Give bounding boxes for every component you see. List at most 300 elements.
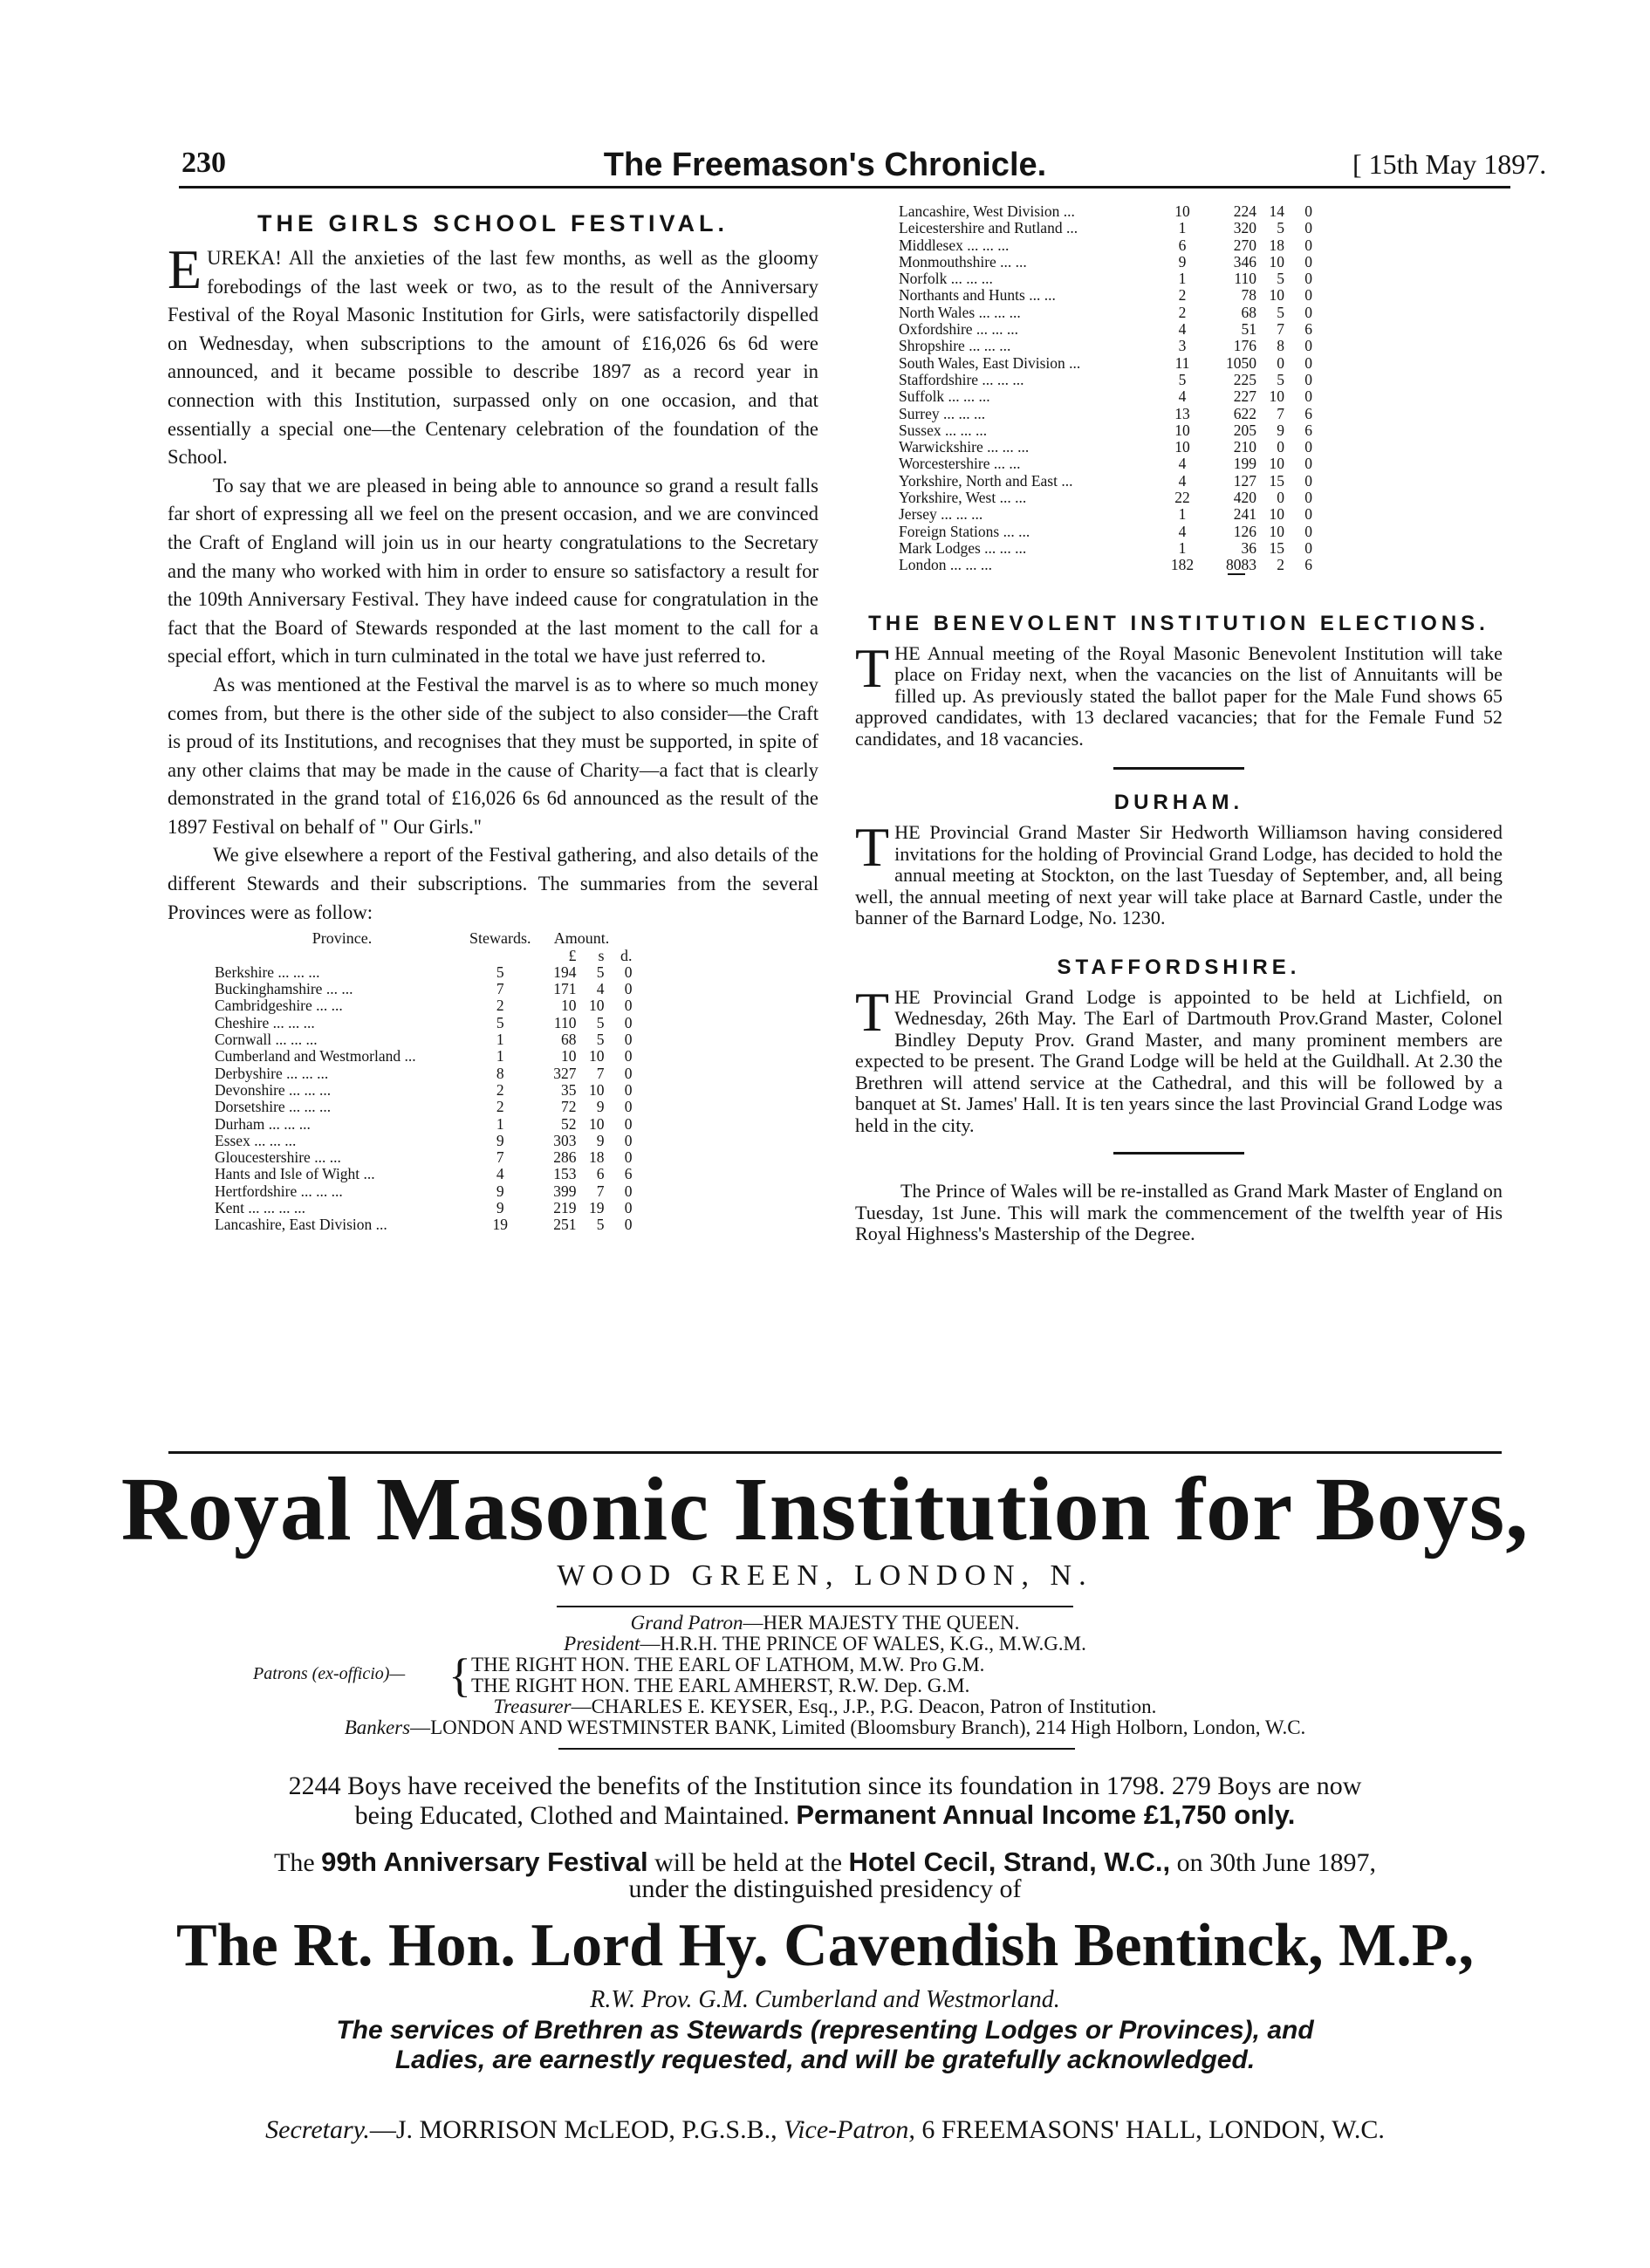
table-row (215, 997, 633, 1014)
amount-pounds: 10 (561, 997, 577, 1015)
amount-pounds: 1050 (1226, 353, 1256, 372)
amount-shillings: 0 (1277, 353, 1284, 372)
stewards-count: 4 (1178, 455, 1187, 473)
province-name: Jersey ... ... ... (899, 505, 983, 524)
amount-shillings: 10 (1269, 505, 1284, 524)
bankers-line (0, 1717, 1650, 1739)
amount-pounds: 320 (1233, 219, 1256, 237)
amount-pounds: 286 (553, 1148, 577, 1167)
table-row (899, 490, 1312, 506)
amount-shillings: 8 (1277, 337, 1284, 355)
income-line (0, 1799, 1650, 1831)
amount-pence: 0 (1304, 387, 1312, 406)
grand-patron-line (0, 1613, 1650, 1634)
amount-pence: 0 (1304, 219, 1312, 237)
amount-shillings: 5 (1277, 303, 1284, 321)
amount-header: Amount. (553, 929, 610, 948)
patrons-label (253, 1663, 405, 1685)
stewards-header: Stewards. (469, 929, 531, 948)
treasurer-label: Treasurer (493, 1696, 572, 1717)
province-name: Derbyshire ... ... ... (215, 1064, 329, 1082)
table-row (899, 203, 1312, 220)
province-name: South Wales, East Division ... (899, 353, 1081, 372)
patrons-label-text: Patrons (ex-officio)— (253, 1664, 406, 1683)
pounds-header: £ (568, 946, 577, 964)
amount-shillings: 10 (1269, 252, 1284, 271)
amount-shillings: 5 (596, 1013, 605, 1031)
advert-rule (558, 1748, 1075, 1750)
amount-pounds: 327 (553, 1064, 577, 1082)
amount-pence: 0 (624, 997, 633, 1015)
amount-shillings: 15 (1269, 471, 1284, 490)
secretary-label: Secretary. (265, 2115, 370, 2144)
amount-pounds: 68 (1241, 303, 1256, 321)
amount-pounds: 36 (1241, 538, 1256, 557)
amount-pounds: 171 (553, 980, 577, 998)
amount-pence: 0 (1304, 337, 1312, 355)
drop-cap: T (855, 980, 890, 1043)
amount-pence: 0 (1304, 202, 1312, 220)
amount-shillings: 5 (1277, 370, 1284, 388)
chairman-name: The Rt. Hon. Lord Hy. Cavendish Bentinck, M.P., (175, 1912, 1475, 1979)
amount-shillings: 5 (1277, 270, 1284, 288)
amount-shillings: 18 (1269, 236, 1284, 254)
amount-shillings: 9 (1277, 421, 1284, 439)
table-row (899, 506, 1312, 523)
amount-pounds: 224 (1233, 202, 1256, 220)
amount-pence: 0 (624, 1148, 633, 1167)
amount-shillings: 2 (1277, 556, 1284, 574)
presidency-line: under the distinguished presidency of (628, 1874, 1022, 1903)
amount-pence: 0 (624, 1098, 633, 1116)
stewards-count: 19 (492, 1216, 508, 1234)
amount-pence: 6 (1304, 421, 1312, 439)
amount-pence: 0 (624, 1199, 633, 1216)
table-row (899, 271, 1312, 287)
amount-shillings: 6 (596, 1165, 605, 1183)
amount-pounds: 420 (1233, 489, 1256, 507)
para-1-text: UREKA! All the anxieties of the last few months, as well as the gloomy forebodings of the last week or two, as to the result of the Anniversary Festival of the Royal Masonic Institution for Girls, were satisfactorily dispelled on Wednesday, when subscriptions to the amount of £16,026 6s 6d were announced, and it became possible to describe 1897 as a record year in connection with this Institution, surpassed only on one occasion, and that essentially a special one—the Centenary celebration of the foundation of the School. (168, 247, 818, 469)
amount-pounds: 153 (553, 1165, 577, 1183)
stewards-count: 1 (496, 1031, 504, 1049)
stewards-count: 7 (496, 1148, 504, 1167)
girls-festival-para-3: As was mentioned at the Festival the marvel is as to where so much money comes from, but there is the other side of the subject to also consider—the Craft is proud of its Institutions, and recognises that they must be supported, in spite of any other claims that may be made in the cause of Charity—a fact that is clearly demonstrated in the grand total of £16,026 6s 6d announced as the result of the 1897 Festival on behalf of " Our Girls." (168, 673, 818, 838)
amount-pounds: 10 (561, 1047, 577, 1065)
stewards-count: 13 (1174, 404, 1190, 422)
province-name: Buckinghamshire ... ... (215, 980, 353, 998)
staffordshire-text (855, 980, 1503, 1137)
province-name: Cornwall ... ... ... (215, 1031, 318, 1049)
table-row (215, 1116, 633, 1133)
stewards-count: 2 (1178, 303, 1187, 321)
province-name: Leicestershire and Rutland ... (899, 219, 1078, 237)
table-row (215, 1099, 633, 1115)
stewards-count: 1 (496, 1047, 504, 1065)
table-row (899, 338, 1312, 354)
amount-shillings: 10 (589, 997, 605, 1015)
amount-shillings: 7 (1277, 404, 1284, 422)
table-row (899, 355, 1312, 372)
table-row (215, 1149, 633, 1166)
stewards-count: 2 (496, 1080, 504, 1099)
province-name: Surrey ... ... ... (899, 404, 986, 422)
annual-income-text: Permanent Annual Income £1,750 only. (796, 1799, 1296, 1830)
amount-pence: 0 (1304, 303, 1312, 321)
table-row (899, 388, 1312, 405)
masthead-title: The Freemason's Chronicle. (603, 147, 1047, 183)
stewards-count: 22 (1174, 489, 1190, 507)
amount-pence: 0 (1304, 353, 1312, 372)
stewards-count: 8 (496, 1064, 504, 1082)
stewards-count: 2 (1178, 286, 1187, 305)
amount-pounds: 110 (1234, 270, 1256, 288)
stewards-count: 1 (496, 1114, 504, 1133)
advert-rule (557, 1606, 1073, 1607)
stewards-count: 6 (1178, 236, 1187, 254)
province-name: Shropshire ... ... ... (899, 337, 1011, 355)
table-row (215, 1065, 633, 1082)
pence-header: d. (620, 946, 633, 964)
stewards-count: 9 (496, 1131, 504, 1149)
president-line (0, 1634, 1650, 1655)
stewards-count: 1 (1178, 538, 1187, 557)
prince-of-wales-note: The Prince of Wales will be re-installed as Grand Mark Master of England on Tuesday, 1st June. This will mark the commencement of the twelfth year of His Royal Highness's Mastership of the Degree. (855, 1180, 1503, 1245)
stewards-count: 5 (496, 963, 504, 981)
table-row (899, 557, 1312, 573)
stewards-count: 1 (1178, 505, 1187, 524)
table-row (215, 1133, 633, 1149)
chairman-title: R.W. Prov. G.M. Cumberland and Westmorland. (590, 1986, 1060, 2013)
amount-pence: 0 (624, 1064, 633, 1082)
province-name: Warwickshire ... ... ... (899, 438, 1030, 456)
amount-shillings: 15 (1269, 538, 1284, 557)
stewards-count: 2 (496, 1098, 504, 1116)
bankers-value: —LONDON AND WESTMINSTER BANK, Limited (Bloomsbury Branch), 214 High Holborn, London, W.C. (410, 1716, 1306, 1738)
stewards-count: 5 (496, 1013, 504, 1031)
amount-pence: 0 (1304, 471, 1312, 490)
amount-pounds: 8083 (1226, 556, 1256, 574)
stewards-count: 3 (1178, 337, 1187, 355)
table-row (215, 1082, 633, 1099)
province-name: Gloucestershire ... ... (215, 1148, 341, 1167)
stewards-count: 10 (1174, 202, 1190, 220)
treasurer-line (0, 1696, 1650, 1718)
province-name: Berkshire ... ... ... (215, 963, 320, 981)
amount-shillings: 10 (589, 1080, 605, 1099)
festival-the: The (274, 1848, 315, 1877)
patrons-line-1: THE RIGHT HON. THE EARL OF LATHOM, M.W. Pro G.M. (471, 1654, 985, 1675)
province-name: Devonshire ... ... ... (215, 1080, 332, 1099)
appeal-line-1: The services of Brethren as Stewards (representing Lodges or Provinces), and (336, 2016, 1314, 2045)
festival-name: 99th Anniversary Festival (321, 1847, 648, 1877)
province-name: Cheshire ... ... ... (215, 1013, 315, 1031)
province-name: Cumberland and Westmorland ... (215, 1047, 416, 1065)
province-name: Cambridgeshire ... ... (215, 997, 343, 1015)
drop-cap: T (855, 816, 890, 879)
advert-top-rule (168, 1451, 1502, 1454)
amount-pounds: 303 (553, 1131, 577, 1149)
amount-pounds: 126 (1233, 522, 1256, 540)
amount-pounds: 199 (1233, 455, 1256, 473)
province-name: Oxfordshire ... ... ... (899, 320, 1019, 339)
province-name: Sussex ... ... ... (899, 421, 988, 439)
amount-pence: 0 (1304, 455, 1312, 473)
right-rows (899, 203, 1312, 574)
stewards-count: 2 (496, 997, 504, 1015)
table-row (215, 1200, 633, 1216)
table-row (899, 287, 1312, 304)
festival-venue: Hotel Cecil, Strand, W.C., (848, 1847, 1171, 1877)
table-row (899, 422, 1312, 439)
president-value: —H.R.H. THE PRINCE OF WALES, K.G., M.W.G.M. (640, 1633, 1086, 1655)
patrons-brace: { (448, 1649, 471, 1702)
separator-rule (1113, 1152, 1244, 1155)
amount-shillings: 0 (1277, 489, 1284, 507)
amount-pounds: 270 (1233, 236, 1256, 254)
amount-pence: 0 (1304, 286, 1312, 305)
table-row (899, 254, 1312, 271)
left-column (168, 207, 818, 1234)
amount-pounds: 622 (1233, 404, 1256, 422)
stewards-count: 4 (1178, 471, 1187, 490)
table-row (215, 1031, 633, 1048)
amount-pounds: 251 (553, 1216, 577, 1234)
festival-line (0, 1847, 1650, 1878)
durham-text (855, 816, 1503, 929)
treasurer-value: —CHARLES E. KEYSER, Esq., J.P., P.G. Deacon, Patron of Institution. (571, 1696, 1157, 1717)
staffordshire-heading: STAFFORDSHIRE. (1057, 955, 1301, 979)
province-name: Suffolk ... ... ... (899, 387, 990, 406)
amount-shillings: 10 (1269, 522, 1284, 540)
province-name: London ... ... ... (899, 556, 992, 574)
amount-shillings: 5 (596, 1031, 605, 1049)
amount-pence: 0 (1304, 489, 1312, 507)
table-row (899, 305, 1312, 321)
amount-shillings: 19 (589, 1199, 605, 1216)
advert-title: Royal Masonic Institution for Boys, (120, 1459, 1530, 1559)
amount-pence: 0 (1304, 370, 1312, 388)
amount-pence: 0 (624, 1216, 633, 1234)
festival-date: on 30th June 1897, (1176, 1848, 1376, 1877)
table-row (899, 237, 1312, 254)
grand-patron-value: —HER MAJESTY THE QUEEN. (743, 1612, 1020, 1634)
drop-cap: E (168, 238, 202, 300)
stewards-count: 10 (1174, 438, 1190, 456)
benevolent-body: HE Annual meeting of the Royal Masonic Benevolent Institution will take place on Friday next, when the vacancies on the list of Annuitants will be filled up. As previously stated the ballot paper for the Male Fund shows 65 approved candidates, with 13 declared vacancies; that for the Female Fund 52 candidates, and 18 vacancies. (855, 641, 1503, 750)
province-name: Mark Lodges ... ... ... (899, 538, 1027, 557)
patrons-line-2: THE RIGHT HON. THE EARL AMHERST, R.W. Dep. G.M. (471, 1675, 970, 1696)
stewards-count: 10 (1174, 421, 1190, 439)
province-name: Essex ... ... ... (215, 1131, 297, 1149)
amount-shillings: 5 (1277, 219, 1284, 237)
educated-text: being Educated, Clothed and Maintained. (354, 1801, 790, 1830)
amount-pence: 0 (1304, 505, 1312, 524)
girls-festival-para-4: We give elsewhere a report of the Festival gathering, and also details of the different Stewards and their subscriptions. The summaries from the several Provinces were as follow: (168, 844, 818, 923)
province-name: Lancashire, East Division ... (215, 1216, 387, 1234)
secretary-address: 6 FREEMASONS' HALL, LONDON, W.C. (914, 2115, 1385, 2144)
amount-pence: 0 (1304, 270, 1312, 288)
drop-cap: T (855, 636, 890, 699)
stewards-count: 1 (1178, 270, 1187, 288)
bankers-label: Bankers (344, 1716, 411, 1738)
province-name: Hertfordshire ... ... ... (215, 1182, 343, 1200)
stewards-count: 9 (1178, 252, 1187, 271)
amount-pence: 0 (1304, 522, 1312, 540)
province-name: Norfolk ... ... ... (899, 270, 993, 288)
amount-pence: 0 (1304, 252, 1312, 271)
amount-pounds: 210 (1233, 438, 1256, 456)
stewards-count: 11 (1174, 353, 1190, 372)
province-name: Foreign Stations ... ... (899, 522, 1030, 540)
amount-pounds: 68 (561, 1031, 577, 1049)
appeal-line-2: Ladies, are earnestly requested, and will be gratefully acknowledged. (394, 2045, 1256, 2074)
issue-date: [ 15th May 1897. (1352, 148, 1547, 180)
province-name: Lancashire, West Division ... (899, 202, 1075, 220)
amount-pounds: 52 (561, 1114, 577, 1133)
amount-pounds: 127 (1233, 471, 1256, 490)
province-name: Kent ... ... ... ... (215, 1199, 306, 1216)
amount-shillings: 0 (1277, 438, 1284, 456)
amount-pounds: 241 (1233, 505, 1256, 524)
table-row (215, 981, 633, 997)
amount-pounds: 227 (1233, 387, 1256, 406)
president-label: President (564, 1633, 640, 1655)
table-row (899, 540, 1312, 557)
amount-pounds: 51 (1241, 320, 1256, 339)
table-row (899, 439, 1312, 456)
amount-pence: 6 (1304, 320, 1312, 339)
amount-pence: 0 (1304, 538, 1312, 557)
table-row (899, 321, 1312, 338)
province-name: Yorkshire, West ... ... (899, 489, 1027, 507)
amount-pence: 0 (624, 980, 633, 998)
right-column (855, 202, 1503, 1245)
staffordshire-body: HE Provincial Grand Lodge is appointed to be held at Lichfield, on Wednesday, 26th May. The Earl of Dartmouth Prov.Grand Master, Colonel Bindley Deputy Prov. Grand Master, and many prominent members are expected to be present. The Grand Lodge will be held at the Guildhall. At 2.30 the Brethren will attend service at the Cathedral, and this will be followed by a banquet at St. James' Hall. It is ten years since the last Provincial Grand Lodge was held in the city. (855, 985, 1503, 1136)
amount-pounds: 346 (1233, 252, 1256, 271)
durham-heading: DURHAM. (1113, 791, 1244, 815)
boys-statistics-line: 2244 Boys have received the benefits of the Institution since its foundation in 1798. 279 Boys are now (288, 1771, 1362, 1800)
benevolent-heading: THE BENEVOLENT INSTITUTION ELECTIONS. (868, 611, 1489, 635)
durham-body: HE Provincial Grand Master Sir Hedworth Williamson having considered invitations for the holding of Provincial Grand Lodge, has decided to hold the annual meeting at Stockton, on the last Tuesday of September, and, all being well, the annual meeting of next year will take place at Barnard Castle, under the banner of the Barnard Lodge, No. 1230. (855, 821, 1503, 929)
stewards-count: 4 (1178, 522, 1187, 540)
province-header: Province. (312, 929, 373, 948)
stewards-count: 7 (496, 980, 504, 998)
amount-shillings: 10 (589, 1114, 605, 1133)
festival-held: will be held at the (654, 1848, 843, 1877)
amount-shillings: 18 (589, 1148, 605, 1167)
amount-pence: 0 (1304, 438, 1312, 456)
girls-festival-heading: THE GIRLS SCHOOL FESTIVAL. (257, 210, 729, 236)
girls-festival-para-2: To say that we are pleased in being able to announce so grand a result falls far short of expressing all we feel on the present occasion, and we are convinced the Craft of England will join us in our hearty congratulations to the Secretary and the many who worked with him in order to ensure so satisfactory a result for the 109th Anniversary Festival. They have indeed cause for congratulation in the fact that the Board of Stewards responded at the last moment to the call for a special effort, which in turn culminated in the total we have just referred to. (168, 474, 818, 668)
amount-pounds: 72 (561, 1098, 577, 1116)
amount-pence: 6 (624, 1165, 633, 1183)
amount-pence: 6 (1304, 404, 1312, 422)
amount-pence: 0 (624, 1047, 633, 1065)
province-name: Northants and Hunts ... ... (899, 286, 1056, 305)
table-row (899, 473, 1312, 490)
left-rows (215, 964, 633, 1234)
amount-shillings: 10 (1269, 387, 1284, 406)
province-name: Staffordshire ... ... ... (899, 370, 1024, 388)
table-row (215, 1015, 633, 1031)
table-row (899, 220, 1312, 236)
province-name: Middlesex ... ... ... (899, 236, 1010, 254)
amount-pounds: 399 (553, 1182, 577, 1200)
table-row (215, 964, 633, 981)
amount-pounds: 110 (553, 1013, 577, 1031)
amount-shillings: 9 (596, 1131, 605, 1149)
stewards-count: 9 (496, 1182, 504, 1200)
stewards-count: 9 (496, 1199, 504, 1216)
amount-pounds: 176 (1233, 337, 1256, 355)
amount-pounds: 205 (1233, 421, 1256, 439)
table-row (899, 406, 1312, 422)
province-name: North Wales ... ... ... (899, 303, 1021, 321)
grand-patron-label: Grand Patron (630, 1612, 743, 1634)
table-row (215, 1048, 633, 1065)
amount-pence: 6 (1304, 556, 1312, 574)
table-row (899, 456, 1312, 472)
amount-pence: 0 (624, 1031, 633, 1049)
stewards-count: 4 (496, 1165, 504, 1183)
amount-pence: 0 (1304, 236, 1312, 254)
amount-pence: 0 (624, 963, 633, 981)
benevolent-text (855, 636, 1503, 750)
table-row (215, 1183, 633, 1200)
girls-festival-para-1 (168, 238, 818, 472)
masthead-rule (179, 186, 1510, 188)
amount-pence: 0 (624, 1131, 633, 1149)
stewards-count: 1 (1178, 219, 1187, 237)
table-row (215, 1216, 633, 1233)
separator-rule (1113, 767, 1244, 770)
amount-pounds: 219 (553, 1199, 577, 1216)
amount-shillings: 7 (1277, 320, 1284, 339)
province-name: Yorkshire, North and East ... (899, 471, 1073, 490)
province-name: Monmouthshire ... ... (899, 252, 1027, 271)
amount-pence: 0 (624, 1013, 633, 1031)
amount-shillings: 7 (596, 1182, 605, 1200)
secretary-name: —J. MORRISON McLEOD, P.G.S.B., (369, 2115, 784, 2144)
secretary-line (0, 2115, 1650, 2145)
advert-location: WOOD GREEN, LONDON, N. (557, 1559, 1093, 1592)
table-row (215, 1166, 633, 1182)
amount-shillings: 10 (1269, 286, 1284, 305)
amount-shillings: 7 (596, 1064, 605, 1082)
amount-shillings: 10 (589, 1047, 605, 1065)
amount-pence: 0 (624, 1080, 633, 1099)
stewards-count: 4 (1178, 320, 1187, 339)
vice-patron-label: Vice-Patron, (784, 2115, 915, 2144)
stewards-count: 5 (1178, 370, 1187, 388)
table-row (899, 524, 1312, 540)
amount-pence: 0 (624, 1182, 633, 1200)
province-name: Worcestershire ... ... (899, 455, 1021, 473)
amount-pounds: 194 (553, 963, 577, 981)
province-name: Durham ... ... ... (215, 1114, 311, 1133)
table-row (899, 372, 1312, 388)
province-name: Dorsetshire ... ... ... (215, 1098, 332, 1116)
amount-shillings: 5 (596, 1216, 605, 1234)
amount-shillings: 10 (1269, 455, 1284, 473)
amount-shillings: 5 (596, 963, 605, 981)
amount-pounds: 225 (1233, 370, 1256, 388)
amount-shillings: 9 (596, 1098, 605, 1116)
amount-pence: 0 (624, 1114, 633, 1133)
provinces-table-left (215, 930, 633, 1233)
amount-shillings: 4 (596, 980, 605, 998)
page-number: 230 (181, 147, 226, 179)
